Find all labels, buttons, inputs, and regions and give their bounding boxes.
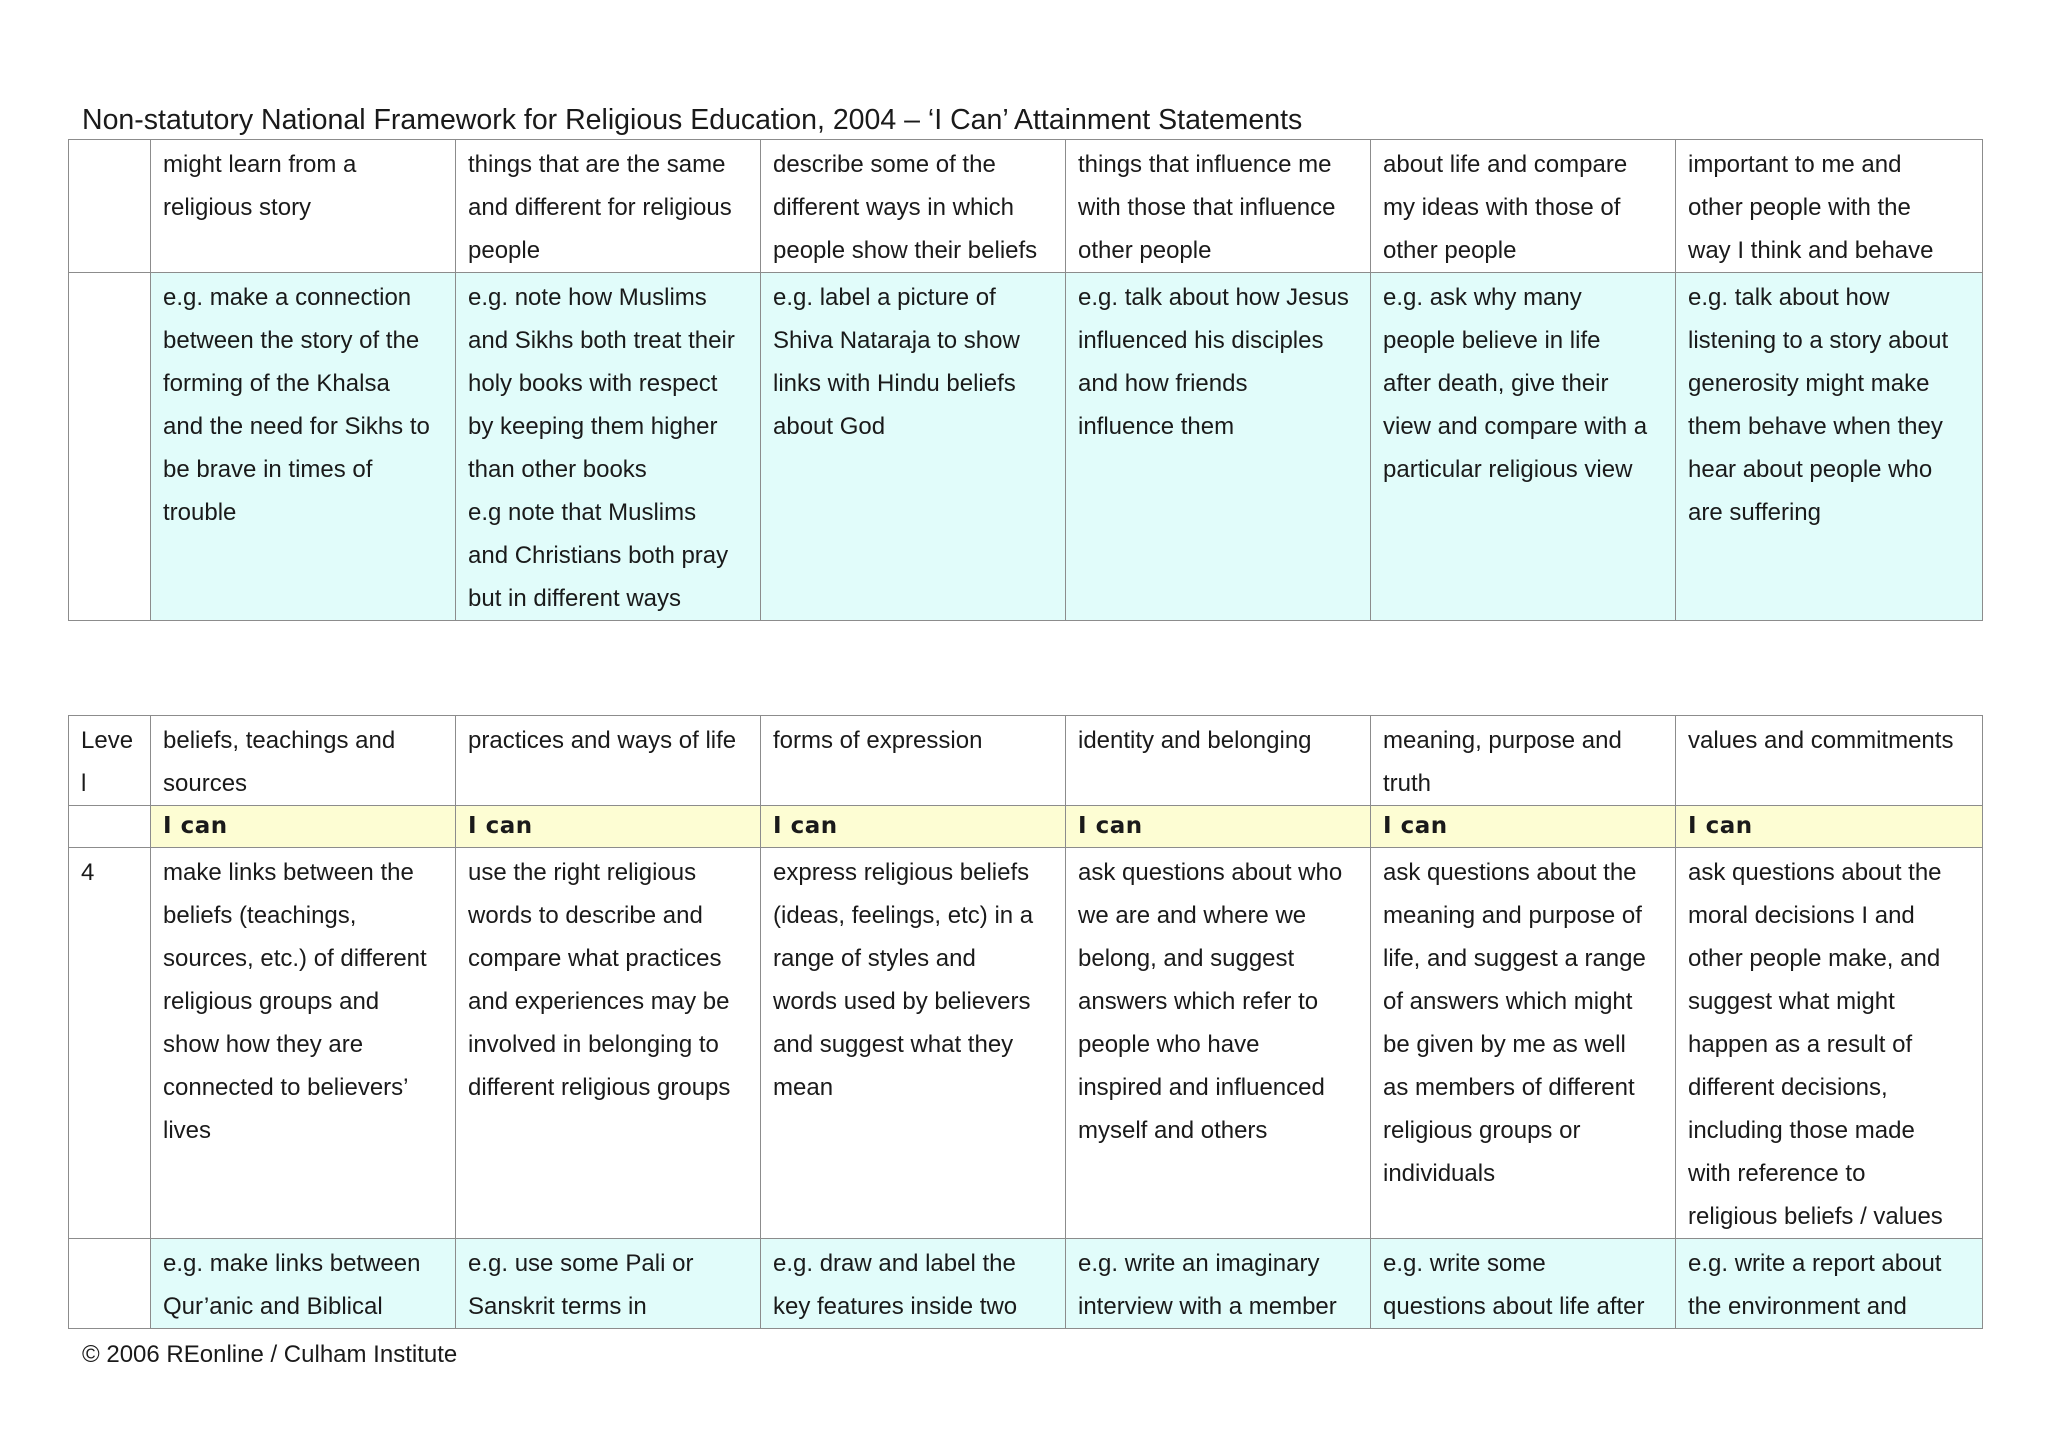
cell-text-line: different decisions, [1688,1074,1888,1101]
cell-text-line: be brave in times of [163,456,373,483]
cell-text-line: interview with a member [1078,1293,1337,1320]
cell-text-line: e.g. make a connection [163,284,412,311]
i-can-label: I can [151,806,456,848]
cell-text-line: people [468,237,541,264]
cell-text-line: and suggest what they [773,1031,1014,1058]
example-cell [1676,273,1983,621]
statement-cell [456,848,761,1239]
cell-text-line: between the story of the [163,327,420,354]
cell-text-line: e.g. draw and label the [773,1250,1016,1277]
cell-text-line: including those made [1688,1117,1915,1144]
cell-text-line: e.g. talk about how [1688,284,1890,311]
cell-text-line: Shiva Nataraja to show [773,327,1020,354]
i-can-row [69,806,1983,848]
cell-text-line: influenced his disciples [1078,327,1324,354]
level-header [69,716,151,806]
cell-text-line: people believe in life [1383,327,1601,354]
cell-text-line: sources, etc.) of different [163,945,427,972]
level-4-row [69,848,1983,1239]
cell-text-line: sources [163,770,248,797]
cell-text-line: key features inside two [773,1293,1018,1320]
cell-text-line: e.g. use some Pali or [468,1250,694,1277]
statement-cell [1066,848,1371,1239]
statement-cell [761,848,1066,1239]
statement-cell [1371,848,1676,1239]
cell-text-line: e.g. talk about how Jesus [1078,284,1349,311]
cell-text-line: describe some of the [773,151,996,178]
example-cell [456,273,761,621]
cell-text-line: make links between the [163,859,414,886]
cell-text-line: individuals [1383,1160,1496,1187]
level-number: 4 [69,848,151,1239]
example-row [69,1239,1983,1329]
cell-text-line: other people [1078,237,1212,264]
column-header-practices [456,716,761,806]
example-cell [456,1239,761,1329]
cell-text-line: religious beliefs / values [1688,1203,1943,1230]
example-row [69,273,1983,621]
cell-text-line: beliefs, teachings and [163,727,396,754]
column-header-values [1676,716,1983,806]
cell-text-line: forms of expression [773,727,983,754]
cell-text-line: meaning and purpose of [1383,902,1642,929]
column-header-beliefs [151,716,456,806]
cell-text-line: hear about people who [1688,456,1933,483]
cell-text-line: lives [163,1117,212,1144]
cell-text-line: by keeping them higher [468,413,718,440]
cell-text-line: about God [773,413,886,440]
cell-text-line: religious groups or [1383,1117,1581,1144]
cell-text-line: different religious groups [468,1074,731,1101]
cell-text-line: and how friends [1078,370,1248,397]
cell-text-line: answers which refer to [1078,988,1319,1015]
cell-text-line: Sanskrit terms in [468,1293,647,1320]
cell-text-line: after death, give their [1383,370,1609,397]
cell-text-line: questions about life after [1383,1293,1645,1320]
cell-text-line: view and compare with a [1383,413,1648,440]
cell-text-line: meaning, purpose and [1383,727,1622,754]
example-cell [1371,1239,1676,1329]
statement-cell [1066,140,1371,273]
cell-text-line: (ideas, feelings, etc) in a [773,902,1034,929]
cell-text-line: ask questions about who [1078,859,1343,886]
cell-text-line: Leve [81,727,134,754]
cell-text-line: happen as a result of [1688,1031,1913,1058]
cell-text-line: e.g note that Muslims [468,499,697,526]
cell-text-line: forming of the Khalsa [163,370,390,397]
cell-text-line: influence them [1078,413,1235,440]
cell-text-line: links with Hindu beliefs [773,370,1016,397]
cell-text-line: show how they are [163,1031,364,1058]
cell-text-line: e.g. write an imaginary [1078,1250,1320,1277]
cell-text-line: and experiences may be [468,988,730,1015]
column-header-meaning [1371,716,1676,806]
cell-text-line: other people with the [1688,194,1911,221]
cell-text-line: and Christians both pray [468,542,729,569]
cell-text-line: generosity might make [1688,370,1930,397]
cell-text-line: moral decisions I and [1688,902,1915,929]
cell-text-line: values and commitments [1688,727,1954,754]
column-header-expression [761,716,1066,806]
cell-text-line: as members of different [1383,1074,1635,1101]
example-cell [151,273,456,621]
cell-text-line: suggest what might [1688,988,1895,1015]
cell-text-line: and different for religious [468,194,732,221]
cell-text-line: life, and suggest a range [1383,945,1646,972]
cell-text-line: we are and where we [1078,902,1307,929]
cell-text-line: e.g. ask why many [1383,284,1582,311]
statement-cell [1371,140,1676,273]
column-header-identity [1066,716,1371,806]
cell-text-line: about life and compare [1383,151,1628,178]
cell-text-line: and Sikhs both treat their [468,327,735,354]
cell-text-line: identity and belonging [1078,727,1312,754]
statement-cell [1676,140,1983,273]
cell-text-line: things that influence me [1078,151,1332,178]
cell-text-line: important to me and [1688,151,1902,178]
statement-cell [761,140,1066,273]
cell-text-line: than other books [468,456,647,483]
level-cell-empty [69,273,151,621]
level-cell-empty [69,806,151,848]
cell-text-line: but in different ways [468,585,682,612]
cell-text-line: with those that influence [1078,194,1336,221]
attainment-table-level-4 [68,715,1983,1329]
cell-text-line: compare what practices [468,945,722,972]
cell-text-line: express religious beliefs [773,859,1030,886]
cell-text-line: mean [773,1074,834,1101]
cell-text-line: are suffering [1688,499,1821,526]
cell-text-line: e.g. note how Muslims [468,284,707,311]
example-cell [1676,1239,1983,1329]
header-row [69,716,1983,806]
cell-text-line: ask questions about the [1688,859,1942,886]
i-can-label: I can [1676,806,1983,848]
cell-text-line: things that are the same [468,151,726,178]
copyright-footer: © 2006 REonline / Culham Institute [82,1341,458,1368]
cell-text-line: Qur’anic and Biblical [163,1293,383,1320]
cell-text-line: religious story [163,194,312,221]
cell-text-line: of answers which might [1383,988,1633,1015]
statement-cell [151,848,456,1239]
cell-text-line: belong, and suggest [1078,945,1295,972]
cell-text-line: truth [1383,770,1432,797]
cell-text-line: e.g. label a picture of [773,284,996,311]
cell-text-line: use the right religious [468,859,697,886]
i-can-label: I can [456,806,761,848]
cell-text-line: particular religious view [1383,456,1633,483]
cell-text-line: range of styles and [773,945,976,972]
cell-text-line: holy books with respect [468,370,718,397]
cell-text-line: people who have [1078,1031,1260,1058]
cell-text-line: beliefs (teachings, [163,902,357,929]
level-cell-empty [69,140,151,273]
example-cell [1066,1239,1371,1329]
cell-text-line: listening to a story about [1688,327,1949,354]
example-cell [1066,273,1371,621]
cell-text-line: with reference to [1688,1160,1866,1187]
statement-cell [1676,848,1983,1239]
cell-text-line: words used by believers [773,988,1031,1015]
cell-text-line: l [81,770,87,797]
level-cell-empty [69,1239,151,1329]
example-cell [1371,273,1676,621]
cell-text-line: practices and ways of life [468,727,737,754]
statement-cell [456,140,761,273]
cell-text-line: trouble [163,499,237,526]
attainment-table-continued [68,139,1983,621]
cell-text-line: way I think and behave [1688,237,1934,264]
page-title: Non-statutory National Framework for Religious Education, 2004 – ‘I Can’ Attainment Statements [82,104,1303,136]
cell-text-line: inspired and influenced [1078,1074,1325,1101]
cell-text-line: e.g. write some [1383,1250,1546,1277]
i-can-label: I can [761,806,1066,848]
cell-text-line: and the need for Sikhs to [163,413,430,440]
cell-text-line: different ways in which [773,194,1015,221]
example-cell [151,1239,456,1329]
cell-text-line: the environment and [1688,1293,1907,1320]
cell-text-line: my ideas with those of [1383,194,1621,221]
cell-text-line: myself and others [1078,1117,1268,1144]
cell-text-line: people show their beliefs [773,237,1038,264]
cell-text-line: ask questions about the [1383,859,1637,886]
cell-text-line: e.g. write a report about [1688,1250,1942,1277]
continued-statement-row [69,140,1983,273]
cell-text-line: other people make, and [1688,945,1941,972]
cell-text-line: connected to believers’ [163,1074,409,1101]
cell-text-line: religious groups and [163,988,380,1015]
cell-text-line: them behave when they [1688,413,1943,440]
cell-text-line: be given by me as well [1383,1031,1626,1058]
cell-text-line: e.g. make links between [163,1250,421,1277]
example-cell [761,273,1066,621]
example-cell [761,1239,1066,1329]
i-can-label: I can [1066,806,1371,848]
cell-text-line: might learn from a [163,151,357,178]
statement-cell [151,140,456,273]
cell-text-line: involved in belonging to [468,1031,719,1058]
cell-text-line: words to describe and [468,902,703,929]
i-can-label: I can [1371,806,1676,848]
cell-text-line: other people [1383,237,1517,264]
